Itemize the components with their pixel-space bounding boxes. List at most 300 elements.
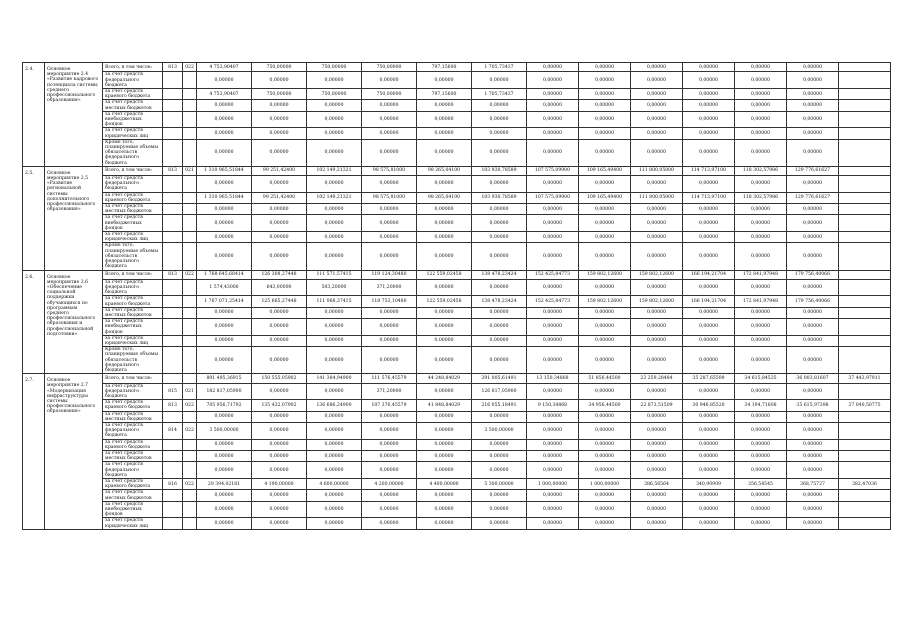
section-code (183, 192, 197, 203)
amount-cell: 0,00000 (417, 111, 472, 128)
amount-cell: 0,00000 (735, 307, 787, 318)
amount-cell: 0,00000 (307, 111, 362, 128)
amount-cell: 0,00000 (362, 307, 417, 318)
amount-cell: 0,00000 (579, 450, 631, 461)
amount-cell: 0,00000 (252, 232, 307, 243)
amount-cell: 0,00000 (527, 243, 579, 270)
amount-cell: 0,00000 (579, 422, 631, 439)
amount-cell: 0,00000 (197, 307, 252, 318)
funding-source: за счет средств местных бюджетов (103, 450, 163, 461)
amount-cell: 0,00000 (417, 490, 472, 501)
amount-cell: 0,00000 (683, 63, 735, 72)
section-code (183, 518, 197, 529)
section-code: 022 (183, 63, 197, 72)
amount-cell: 0,00000 (307, 462, 362, 479)
section-code (183, 347, 197, 374)
amount-cell: 0,00000 (307, 501, 362, 518)
amount-cell: 0,00000 (631, 232, 683, 243)
grbs-code (163, 88, 183, 99)
table-row (23, 243, 891, 270)
amount-cell: 0,00000 (472, 176, 527, 193)
amount-cell: 0,00000 (307, 176, 362, 193)
amount-cell: 0,00000 (197, 128, 252, 139)
amount-cell: 0,00000 (527, 139, 579, 166)
table-row (23, 72, 891, 89)
amount-cell: 0,00000 (735, 111, 787, 128)
funding-source: за счет средств юридических лиц (103, 335, 163, 346)
amount-cell: 0,00000 (472, 72, 527, 89)
funding-source: за счет средств краевого бюджета (103, 192, 163, 203)
amount-cell: 0,00000 (683, 176, 735, 193)
grbs-code (163, 139, 183, 166)
table-row (23, 88, 891, 99)
amount-cell: 0,00000 (579, 335, 631, 346)
amount-cell: 4 200,00000 (362, 479, 417, 490)
amount-cell: 0,00000 (307, 422, 362, 439)
amount-cell: 0,00000 (683, 411, 735, 422)
amount-cell: 0,00000 (631, 518, 683, 529)
amount-cell: 0,00000 (417, 232, 472, 243)
amount-cell: 1 310 965,51844 (197, 166, 252, 175)
amount-cell: 0,00000 (197, 439, 252, 450)
amount-cell: 0,00000 (307, 307, 362, 318)
amount-cell: 0,00000 (735, 490, 787, 501)
amount-cell: 129 776,61627 (787, 166, 839, 175)
grbs-code (163, 319, 183, 336)
amount-cell: 166 194,21704 (683, 296, 735, 307)
table-row (23, 63, 891, 72)
amount-cell: 0,00000 (735, 63, 787, 72)
amount-cell: 0,00000 (787, 139, 839, 166)
funding-source: за счет средств краевого бюджета (103, 296, 163, 307)
amount-cell: 0,00000 (787, 232, 839, 243)
funding-source: за счет средств внебюджетных фондов (103, 501, 163, 518)
amount-cell: 122 559,02458 (417, 296, 472, 307)
amount-cell: 0,00000 (197, 335, 252, 346)
grbs-code (163, 176, 183, 193)
amount-cell: 118 302,57986 (735, 166, 787, 175)
amount-cell: 0,00000 (417, 243, 472, 270)
amount-cell: 126 308,27448 (252, 270, 307, 279)
amount-cell (839, 215, 891, 232)
amount-cell: 0,00000 (631, 307, 683, 318)
table-row (23, 232, 891, 243)
section-number: 2.4. (23, 63, 45, 167)
amount-cell (839, 176, 891, 193)
table-row (23, 270, 891, 279)
amount-cell: 0,00000 (197, 176, 252, 193)
amount-cell: 0,00000 (683, 215, 735, 232)
section-code (183, 204, 197, 215)
table-row (23, 501, 891, 518)
section-code (183, 279, 197, 296)
amount-cell (839, 319, 891, 336)
amount-cell: 0,00000 (631, 335, 683, 346)
amount-cell: 0,00000 (527, 439, 579, 450)
amount-cell: 41 848,84029 (417, 400, 472, 411)
amount-cell: 0,00000 (197, 319, 252, 336)
grbs-code (163, 411, 183, 422)
amount-cell (839, 450, 891, 461)
amount-cell: 159 802,12600 (631, 296, 683, 307)
amount-cell: 0,00000 (683, 307, 735, 318)
section-code (183, 128, 197, 139)
section-code (183, 439, 197, 450)
amount-cell: 0,00000 (683, 232, 735, 243)
amount-cell: 0,00000 (579, 347, 631, 374)
amount-cell: 0,00000 (527, 232, 579, 243)
amount-cell: 0,00000 (579, 88, 631, 99)
table-row (23, 439, 891, 450)
amount-cell: 0,00000 (362, 490, 417, 501)
amount-cell: 103 930,78589 (472, 192, 527, 203)
grbs-code (163, 347, 183, 374)
amount-cell: 0,00000 (472, 139, 527, 166)
amount-cell: 37 443,97911 (839, 374, 891, 383)
amount-cell: 0,00000 (579, 319, 631, 336)
amount-cell: 111 800,05000 (631, 166, 683, 175)
amount-cell: 0,00000 (735, 319, 787, 336)
amount-cell: 0,00000 (787, 501, 839, 518)
section-code (183, 232, 197, 243)
amount-cell: 109 165,49400 (579, 192, 631, 203)
funding-source: Кроме того, планируемые объемы обязательств федерального бюджета (103, 139, 163, 166)
amount-cell: 0,00000 (579, 100, 631, 111)
amount-cell: 0,00000 (362, 518, 417, 529)
amount-cell: 0,00000 (197, 518, 252, 529)
amount-cell: 0,00000 (307, 139, 362, 166)
amount-cell: 0,00000 (362, 100, 417, 111)
table-row (23, 479, 891, 490)
amount-cell: 0,00000 (472, 439, 527, 450)
funding-source: за счет средств внебюджетных фондов (103, 111, 163, 128)
amount-cell: 0,00000 (307, 411, 362, 422)
amount-cell: 98 265,04100 (417, 192, 472, 203)
funding-source: за счет средств краевого бюджета (103, 439, 163, 450)
amount-cell: 107 575,09900 (527, 192, 579, 203)
amount-cell: 0,00000 (527, 335, 579, 346)
amount-cell: 125 665,27448 (252, 296, 307, 307)
amount-cell: 0,00000 (735, 88, 787, 99)
amount-cell: 0,00000 (307, 215, 362, 232)
amount-cell: 0,00000 (579, 501, 631, 518)
amount-cell: 0,00000 (735, 215, 787, 232)
amount-cell: 122 559,02458 (417, 270, 472, 279)
amount-cell (839, 243, 891, 270)
amount-cell: 0,00000 (631, 243, 683, 270)
amount-cell: 179 756,40066 (787, 270, 839, 279)
amount-cell: 0,00000 (417, 462, 472, 479)
amount-cell: 0,00000 (735, 243, 787, 270)
amount-cell: 0,00000 (472, 279, 527, 296)
amount-cell: 34 956,44500 (579, 400, 631, 411)
amount-cell: 0,00000 (683, 88, 735, 99)
amount-cell: 129 776,61627 (787, 192, 839, 203)
amount-cell: 0,00000 (631, 462, 683, 479)
amount-cell: 0,00000 (631, 176, 683, 193)
amount-cell: 0,00000 (579, 128, 631, 139)
amount-cell: 114 713,97100 (683, 166, 735, 175)
budget-table (22, 62, 891, 530)
funding-source: за счет средств местных бюджетов (103, 411, 163, 422)
section-code (183, 462, 197, 479)
funding-source: за счет средств местных бюджетов (103, 100, 163, 111)
grbs-code (163, 462, 183, 479)
amount-cell: 0,00000 (417, 439, 472, 450)
amount-cell: 0,00000 (579, 232, 631, 243)
section-code (183, 335, 197, 346)
grbs-code (163, 192, 183, 203)
amount-cell: 136 686,24900 (307, 400, 362, 411)
amount-cell: 382,47036 (839, 479, 891, 490)
amount-cell: 4 190,00000 (252, 479, 307, 490)
amount-cell: 3 500,00000 (472, 422, 527, 439)
amount-cell: 4 600,00000 (307, 479, 362, 490)
funding-source: Кроме того, планируемые объемы обязательств федерального бюджета (103, 347, 163, 374)
section-code (183, 296, 197, 307)
amount-cell: 0,00000 (527, 215, 579, 232)
amount-cell: 0,00000 (362, 139, 417, 166)
amount-cell: 750,00000 (307, 88, 362, 99)
section-code (183, 111, 197, 128)
amount-cell: 0,00000 (362, 128, 417, 139)
section-code (183, 501, 197, 518)
amount-cell: 386,56564 (631, 479, 683, 490)
funding-source: за счет средств внебюджетных фондов (103, 215, 163, 232)
amount-cell: 0,00000 (631, 215, 683, 232)
funding-source: за счет средств федерального бюджета (103, 462, 163, 479)
grbs-code: 815 (163, 383, 183, 400)
amount-cell: 0,00000 (631, 422, 683, 439)
amount-cell: 0,00000 (472, 128, 527, 139)
section-code (183, 100, 197, 111)
amount-cell: 0,00000 (527, 88, 579, 99)
amount-cell: 0,00000 (527, 347, 579, 374)
amount-cell: 0,00000 (252, 383, 307, 400)
funding-source: за счет средств местных бюджетов (103, 204, 163, 215)
grbs-code: 813 (163, 166, 183, 175)
amount-cell: 0,00000 (417, 279, 472, 296)
funding-source: за счет средств юридических лиц (103, 128, 163, 139)
section-code: 021 (183, 383, 197, 400)
grbs-code (163, 501, 183, 518)
amount-cell: 705 956,71792 (197, 400, 252, 411)
table-row (23, 204, 891, 215)
amount-cell: 99 251,42400 (252, 192, 307, 203)
funding-source: за счет средств федерального бюджета (103, 383, 163, 400)
amount-cell: 0,00000 (787, 279, 839, 296)
amount-cell: 0,00000 (735, 462, 787, 479)
amount-cell: 0,00000 (527, 383, 579, 400)
amount-cell: 0,00000 (417, 319, 472, 336)
amount-cell: 0,00000 (417, 176, 472, 193)
amount-cell: 0,00000 (472, 111, 527, 128)
amount-cell: 138 478,23424 (472, 270, 527, 279)
measure-name: Основное мероприятие 2.5 «Развитие региональной системы дополнительного профессионального образования» (45, 166, 103, 270)
amount-cell: 0,00000 (252, 319, 307, 336)
budget-table-body (23, 63, 891, 530)
amount-cell: 0,00000 (787, 439, 839, 450)
amount-cell: 103 930,78589 (472, 166, 527, 175)
amount-cell: 3 500,00000 (197, 422, 252, 439)
amount-cell: 891 495,36915 (197, 374, 252, 383)
amount-cell: 0,00000 (197, 450, 252, 461)
amount-cell: 0,00000 (579, 204, 631, 215)
amount-cell: 0,00000 (362, 111, 417, 128)
amount-cell: 0,00000 (252, 111, 307, 128)
amount-cell: 0,00000 (307, 128, 362, 139)
amount-cell: 0,00000 (252, 215, 307, 232)
amount-cell: 0,00000 (527, 490, 579, 501)
amount-cell: 0,00000 (683, 335, 735, 346)
amount-cell: 0,00000 (579, 72, 631, 89)
amount-cell (839, 166, 891, 175)
amount-cell: 30 946,85520 (683, 400, 735, 411)
amount-cell: 0,00000 (417, 215, 472, 232)
amount-cell: 0,00000 (307, 518, 362, 529)
table-row (23, 139, 891, 166)
funding-source: Всего, в том числе: (103, 270, 163, 279)
amount-cell: 368,75727 (787, 479, 839, 490)
amount-cell: 0,00000 (417, 422, 472, 439)
amount-cell: 0,00000 (787, 383, 839, 400)
amount-cell: 0,00000 (787, 347, 839, 374)
funding-source: Всего, в том числе: (103, 63, 163, 72)
table-row (23, 518, 891, 529)
grbs-code (163, 232, 183, 243)
amount-cell: 0,00000 (197, 139, 252, 166)
grbs-code (163, 204, 183, 215)
amount-cell: 0,00000 (787, 111, 839, 128)
amount-cell (839, 411, 891, 422)
amount-cell: 0,00000 (631, 279, 683, 296)
amount-cell: 0,00000 (472, 450, 527, 461)
amount-cell (839, 296, 891, 307)
amount-cell: 0,00000 (787, 422, 839, 439)
amount-cell: 0,00000 (579, 215, 631, 232)
funding-source: Кроме того, планируемые объемы обязательств федерального бюджета (103, 243, 163, 270)
section-code: 022 (183, 422, 197, 439)
amount-cell: 1 574,43000 (197, 279, 252, 296)
amount-cell: 0,00000 (787, 204, 839, 215)
amount-cell: 750,00000 (362, 63, 417, 72)
amount-cell: 0,00000 (417, 307, 472, 318)
amount-cell: 0,00000 (472, 232, 527, 243)
table-row (23, 450, 891, 461)
amount-cell: 0,00000 (787, 243, 839, 270)
amount-cell: 750,00000 (252, 88, 307, 99)
amount-cell: 0,00000 (472, 501, 527, 518)
amount-cell: 0,00000 (579, 307, 631, 318)
measure-name: Основное мероприятие 2.4 «Развитие кадрового потенциала системы среднего профессионального образования» (45, 63, 103, 167)
amount-cell: 391 005,61491 (472, 374, 527, 383)
amount-cell: 179 756,40066 (787, 296, 839, 307)
amount-cell: 0,00000 (527, 450, 579, 461)
amount-cell: 0,00000 (683, 128, 735, 139)
amount-cell: 0,00000 (527, 411, 579, 422)
amount-cell: 0,00000 (252, 439, 307, 450)
table-row (23, 411, 891, 422)
amount-cell (839, 204, 891, 215)
amount-cell: 371,20000 (362, 279, 417, 296)
amount-cell (839, 72, 891, 89)
section-number: 2.5. (23, 166, 45, 270)
amount-cell: 111 800,05000 (631, 192, 683, 203)
section-number: 2.6. (23, 270, 45, 374)
table-row (23, 319, 891, 336)
amount-cell: 0,00000 (787, 307, 839, 318)
measure-name: Основное мероприятие 2.6 «Обеспечение социальной поддержки обучающихся по программам среднего профессионального образования и профессиональной подготовки» (45, 270, 103, 374)
amount-cell: 4 753,90407 (197, 63, 252, 72)
amount-cell: 0,00000 (631, 501, 683, 518)
amount-cell: 0,00000 (252, 72, 307, 89)
amount-cell: 0,00000 (417, 335, 472, 346)
amount-cell: 0,00000 (787, 215, 839, 232)
section-code (183, 374, 197, 383)
amount-cell (839, 100, 891, 111)
amount-cell: 503,20000 (307, 279, 362, 296)
amount-cell: 98 575,81000 (362, 166, 417, 175)
amount-cell: 172 841,97948 (735, 296, 787, 307)
amount-cell: 0,00000 (527, 176, 579, 193)
amount-cell: 0,00000 (362, 215, 417, 232)
amount-cell: 0,00000 (252, 490, 307, 501)
amount-cell: 51 856,44500 (579, 374, 631, 383)
amount-cell: 0,00000 (472, 100, 527, 111)
amount-cell: 0,00000 (631, 72, 683, 89)
amount-cell: 0,00000 (683, 501, 735, 518)
amount-cell: 0,00000 (527, 319, 579, 336)
amount-cell: 0,00000 (735, 347, 787, 374)
grbs-code (163, 243, 183, 270)
amount-cell: 126 817,05900 (472, 383, 527, 400)
amount-cell: 0,00000 (735, 518, 787, 529)
funding-source: за счет средств юридических лиц (103, 232, 163, 243)
amount-cell: 107 575,09900 (527, 166, 579, 175)
amount-cell: 0,00000 (579, 243, 631, 270)
amount-cell: 0,00000 (472, 490, 527, 501)
section-code (183, 490, 197, 501)
amount-cell: 1 767 071,25414 (197, 296, 252, 307)
amount-cell: 0,00000 (631, 383, 683, 400)
amount-cell: 0,00000 (631, 347, 683, 374)
amount-cell: 0,00000 (735, 450, 787, 461)
amount-cell: 0,00000 (417, 518, 472, 529)
amount-cell: 0,00000 (683, 100, 735, 111)
amount-cell: 9 150,34868 (527, 400, 579, 411)
section-code (183, 176, 197, 193)
amount-cell (839, 335, 891, 346)
funding-source: за счет средств внебюджетных фондов (103, 319, 163, 336)
amount-cell (839, 501, 891, 518)
funding-source: Всего, в том числе: (103, 374, 163, 383)
amount-cell: 0,00000 (579, 383, 631, 400)
table-row (23, 279, 891, 296)
amount-cell: 1 705,73437 (472, 88, 527, 99)
amount-cell: 0,00000 (362, 176, 417, 193)
funding-source: за счет средств краевого бюджета (103, 88, 163, 99)
amount-cell: 141 384,94900 (307, 374, 362, 383)
amount-cell: 182 817,05900 (197, 383, 252, 400)
amount-cell: 0,00000 (417, 450, 472, 461)
amount-cell: 152 425,84773 (527, 270, 579, 279)
amount-cell: 0,00000 (307, 335, 362, 346)
funding-source: за счет средств местных бюджетов (103, 307, 163, 318)
grbs-code (163, 518, 183, 529)
amount-cell: 0,00000 (197, 215, 252, 232)
amount-cell: 172 841,97948 (735, 270, 787, 279)
amount-cell: 0,00000 (631, 204, 683, 215)
